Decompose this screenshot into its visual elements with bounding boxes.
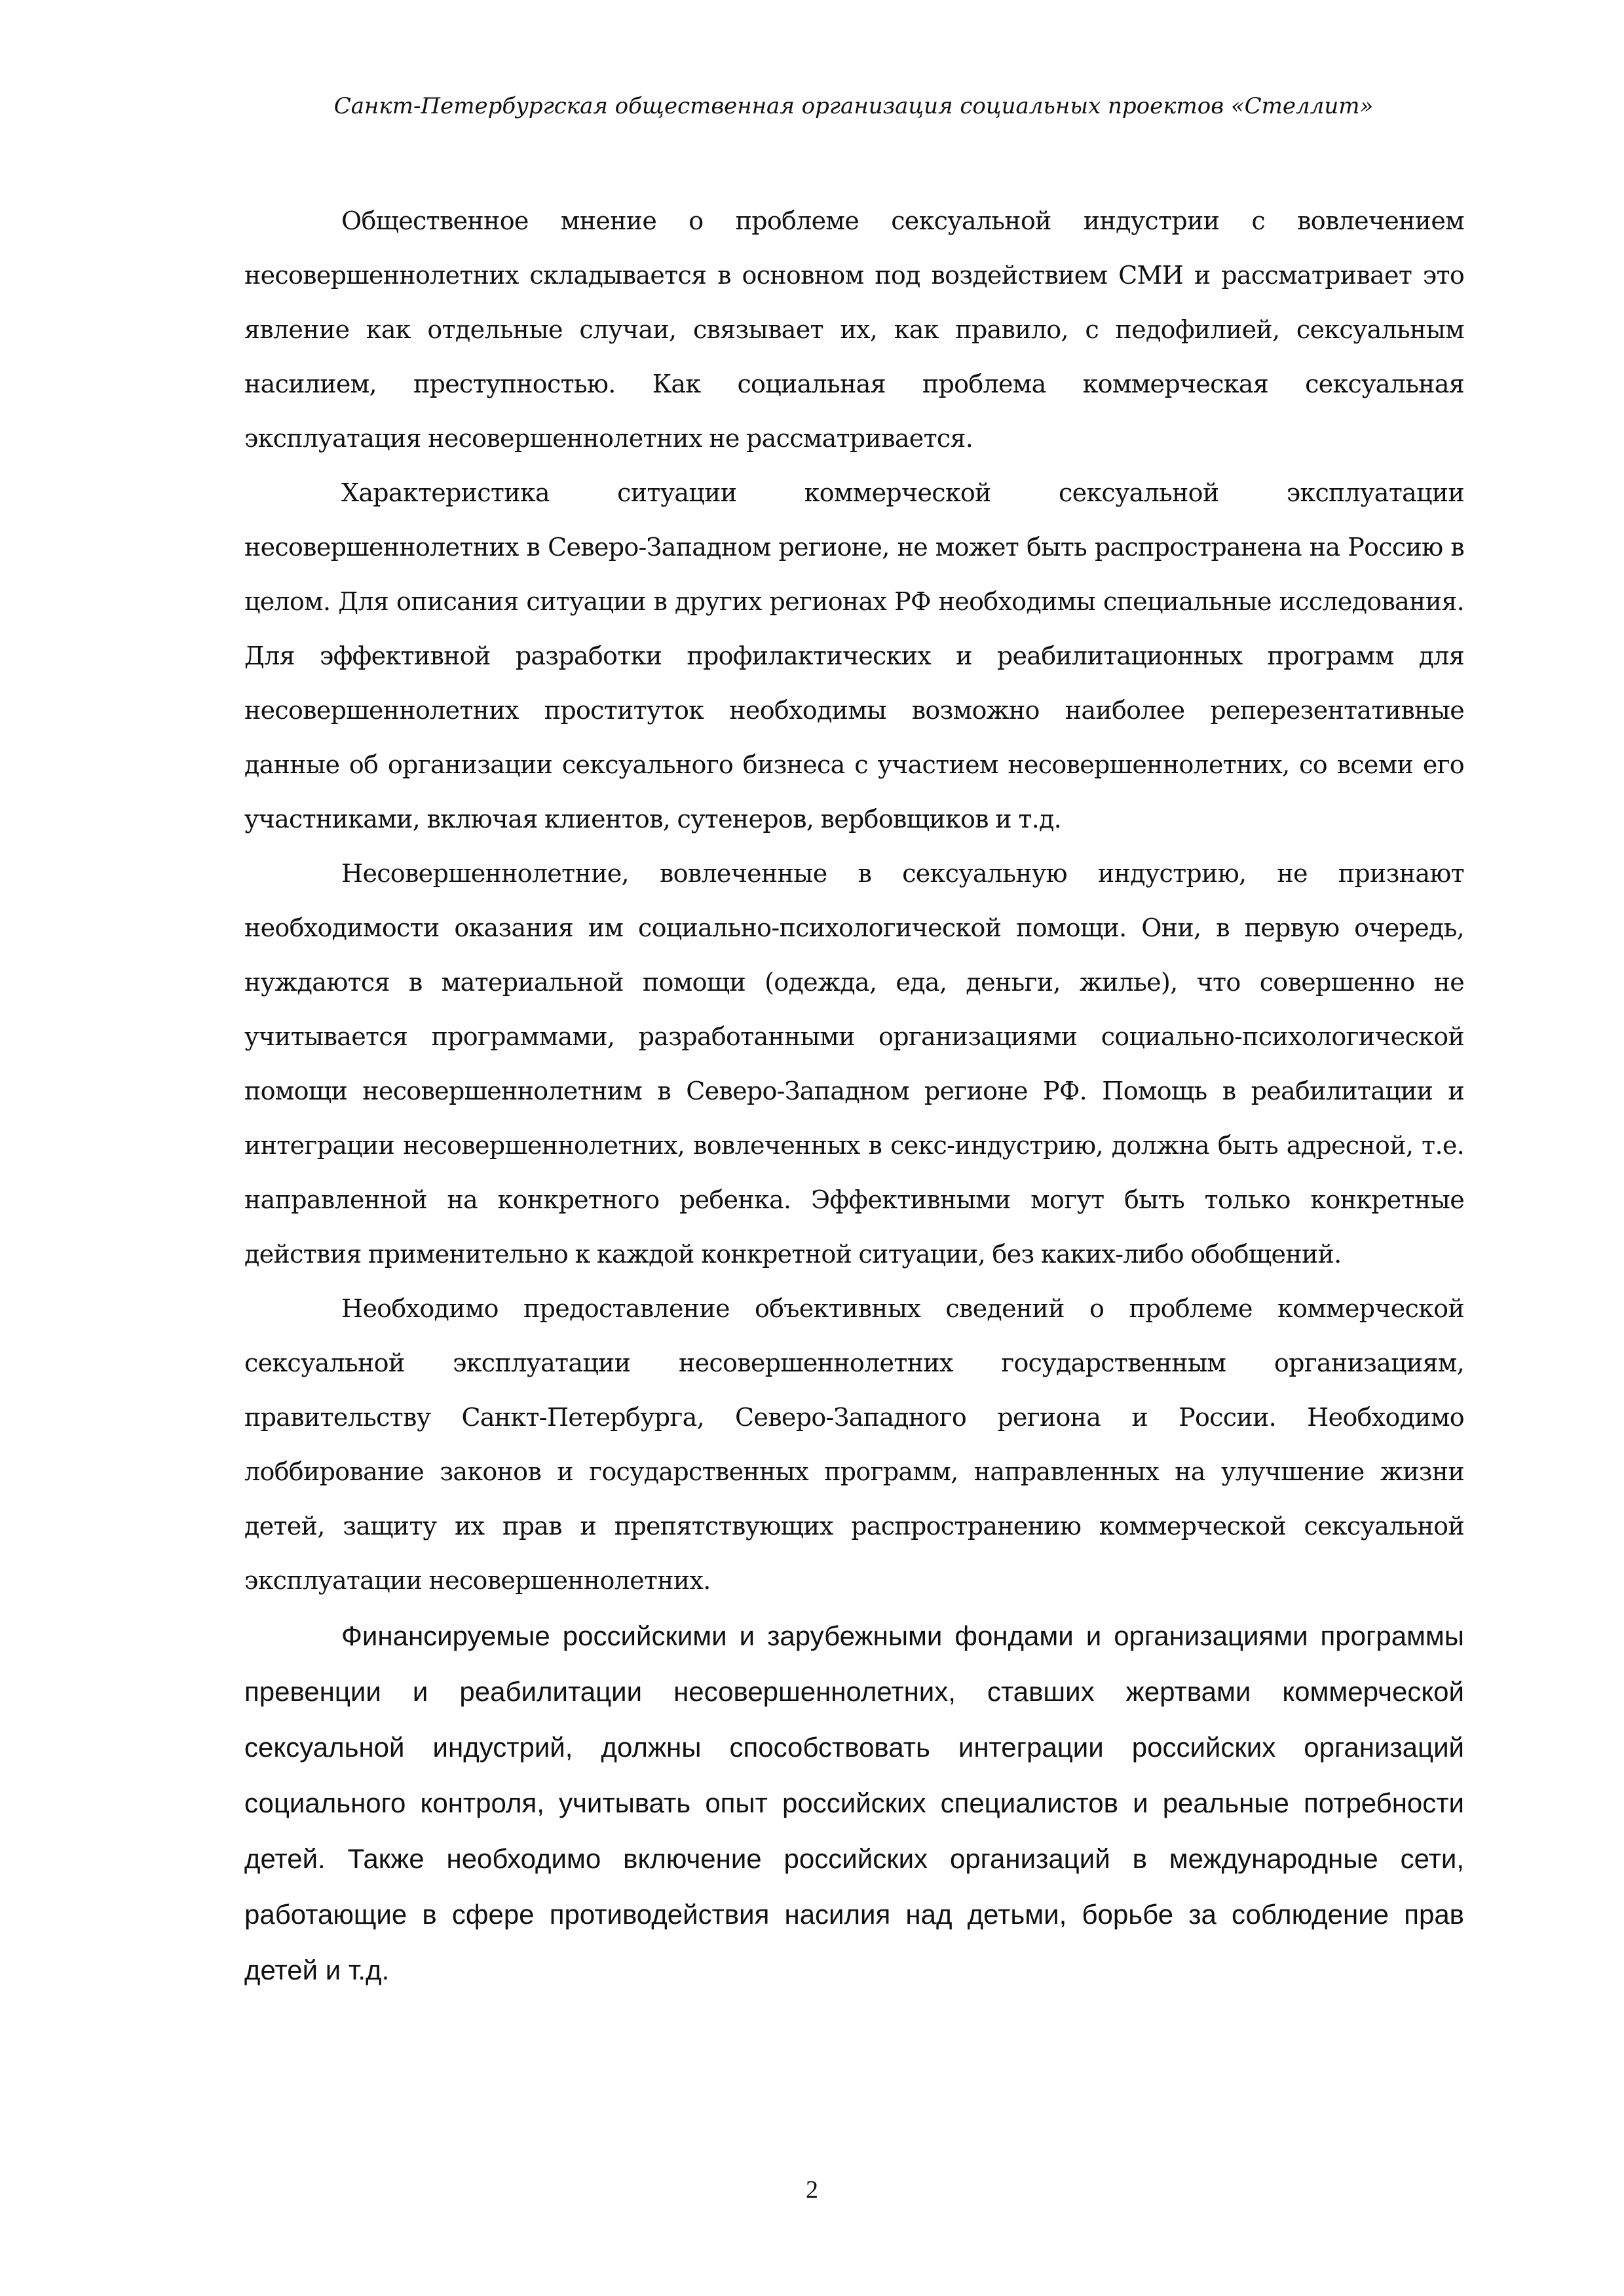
paragraph-public-opinion: Общественное мнение о проблеме сексуальной индустрии с вовлечением несовершеннолетних складывается в основном под воздействием СМИ и рассматривает это явление как отдельные случаи, связывает их, как правило, с педофилией, сексуальным насилием, преступностью. Как социальная проблема коммерческая сексуальная эксплуатация несовершеннолетних не рассматривается. — [244, 206, 1464, 453]
body-text — [244, 194, 1464, 1998]
paragraph-regional-characteristics: Характеристика ситуации коммерческой сексуальной эксплуатации несовершеннолетних в Северо-Западном регионе, не может быть распространена на Россию в целом. Для описания ситуации в других регионах РФ необходимы специальные исследования. Для эффективной разработки профилактических и реабилитационных программ для несовершеннолетних проституток необходимы возможно наиболее реперезентативные данные об организации сексуального бизнеса с участием несовершеннолетних, со всеми его участниками, включая клиентов, сутенеров, вербовщиков и т.д. — [244, 478, 1464, 833]
paragraph-material-help: Несовершеннолетние, вовлеченные в сексуальную индустрию, не признают необходимости оказания им социально-психологической помощи. Они, в первую очередь, нуждаются в материальной помощи (одежда, еда, деньги, жилье), что совершенно не учитывается программами, разработанными организациями социально-психологической помощи несовершеннолетним в Северо-Западном регионе РФ. Помощь в реабилитации и интеграции несовершеннолетних, вовлеченных в секс-индустрию, должна быть адресной, т.е. направленной на конкретного ребенка. Эффективными могут быть только конкретные действия применительно к каждой конкретной ситуации, без каких-либо обобщений. — [244, 859, 1464, 1269]
paragraph-funded-programs: Финансируемые российскими и зарубежными фондами и организациями программы превенции и реабилитации несовершеннолетних, ставших жертвами коммерческой сексуальной индустрий, должны способствовать интеграции российских организаций социального контроля, учитывать опыт российских специалистов и реальные потребности детей. Также необходимо включение российских организаций в международные сети, работающие в сфере противодействия насилия над детьми, борьбе за соблюдение прав детей и т.д. — [244, 1620, 1464, 1985]
page-number: 2 — [806, 2176, 818, 2204]
paragraph-lobbying: Необходимо предоставление объективных сведений о проблеме коммерческой сексуальной эксплуатации несовершеннолетних государственным организациям, правительству Санкт-Петербурга, Северо-Западного региона и России. Необходимо лоббирование законов и государственных программ, направленных на улучшение жизни детей, защиту их прав и препятствующих распространению коммерческой сексуальной эксплуатации несовершеннолетних. — [244, 1294, 1464, 1595]
running-header: Санкт-Петербургская общественная организация социальных проектов «Стеллит» — [333, 93, 1374, 119]
